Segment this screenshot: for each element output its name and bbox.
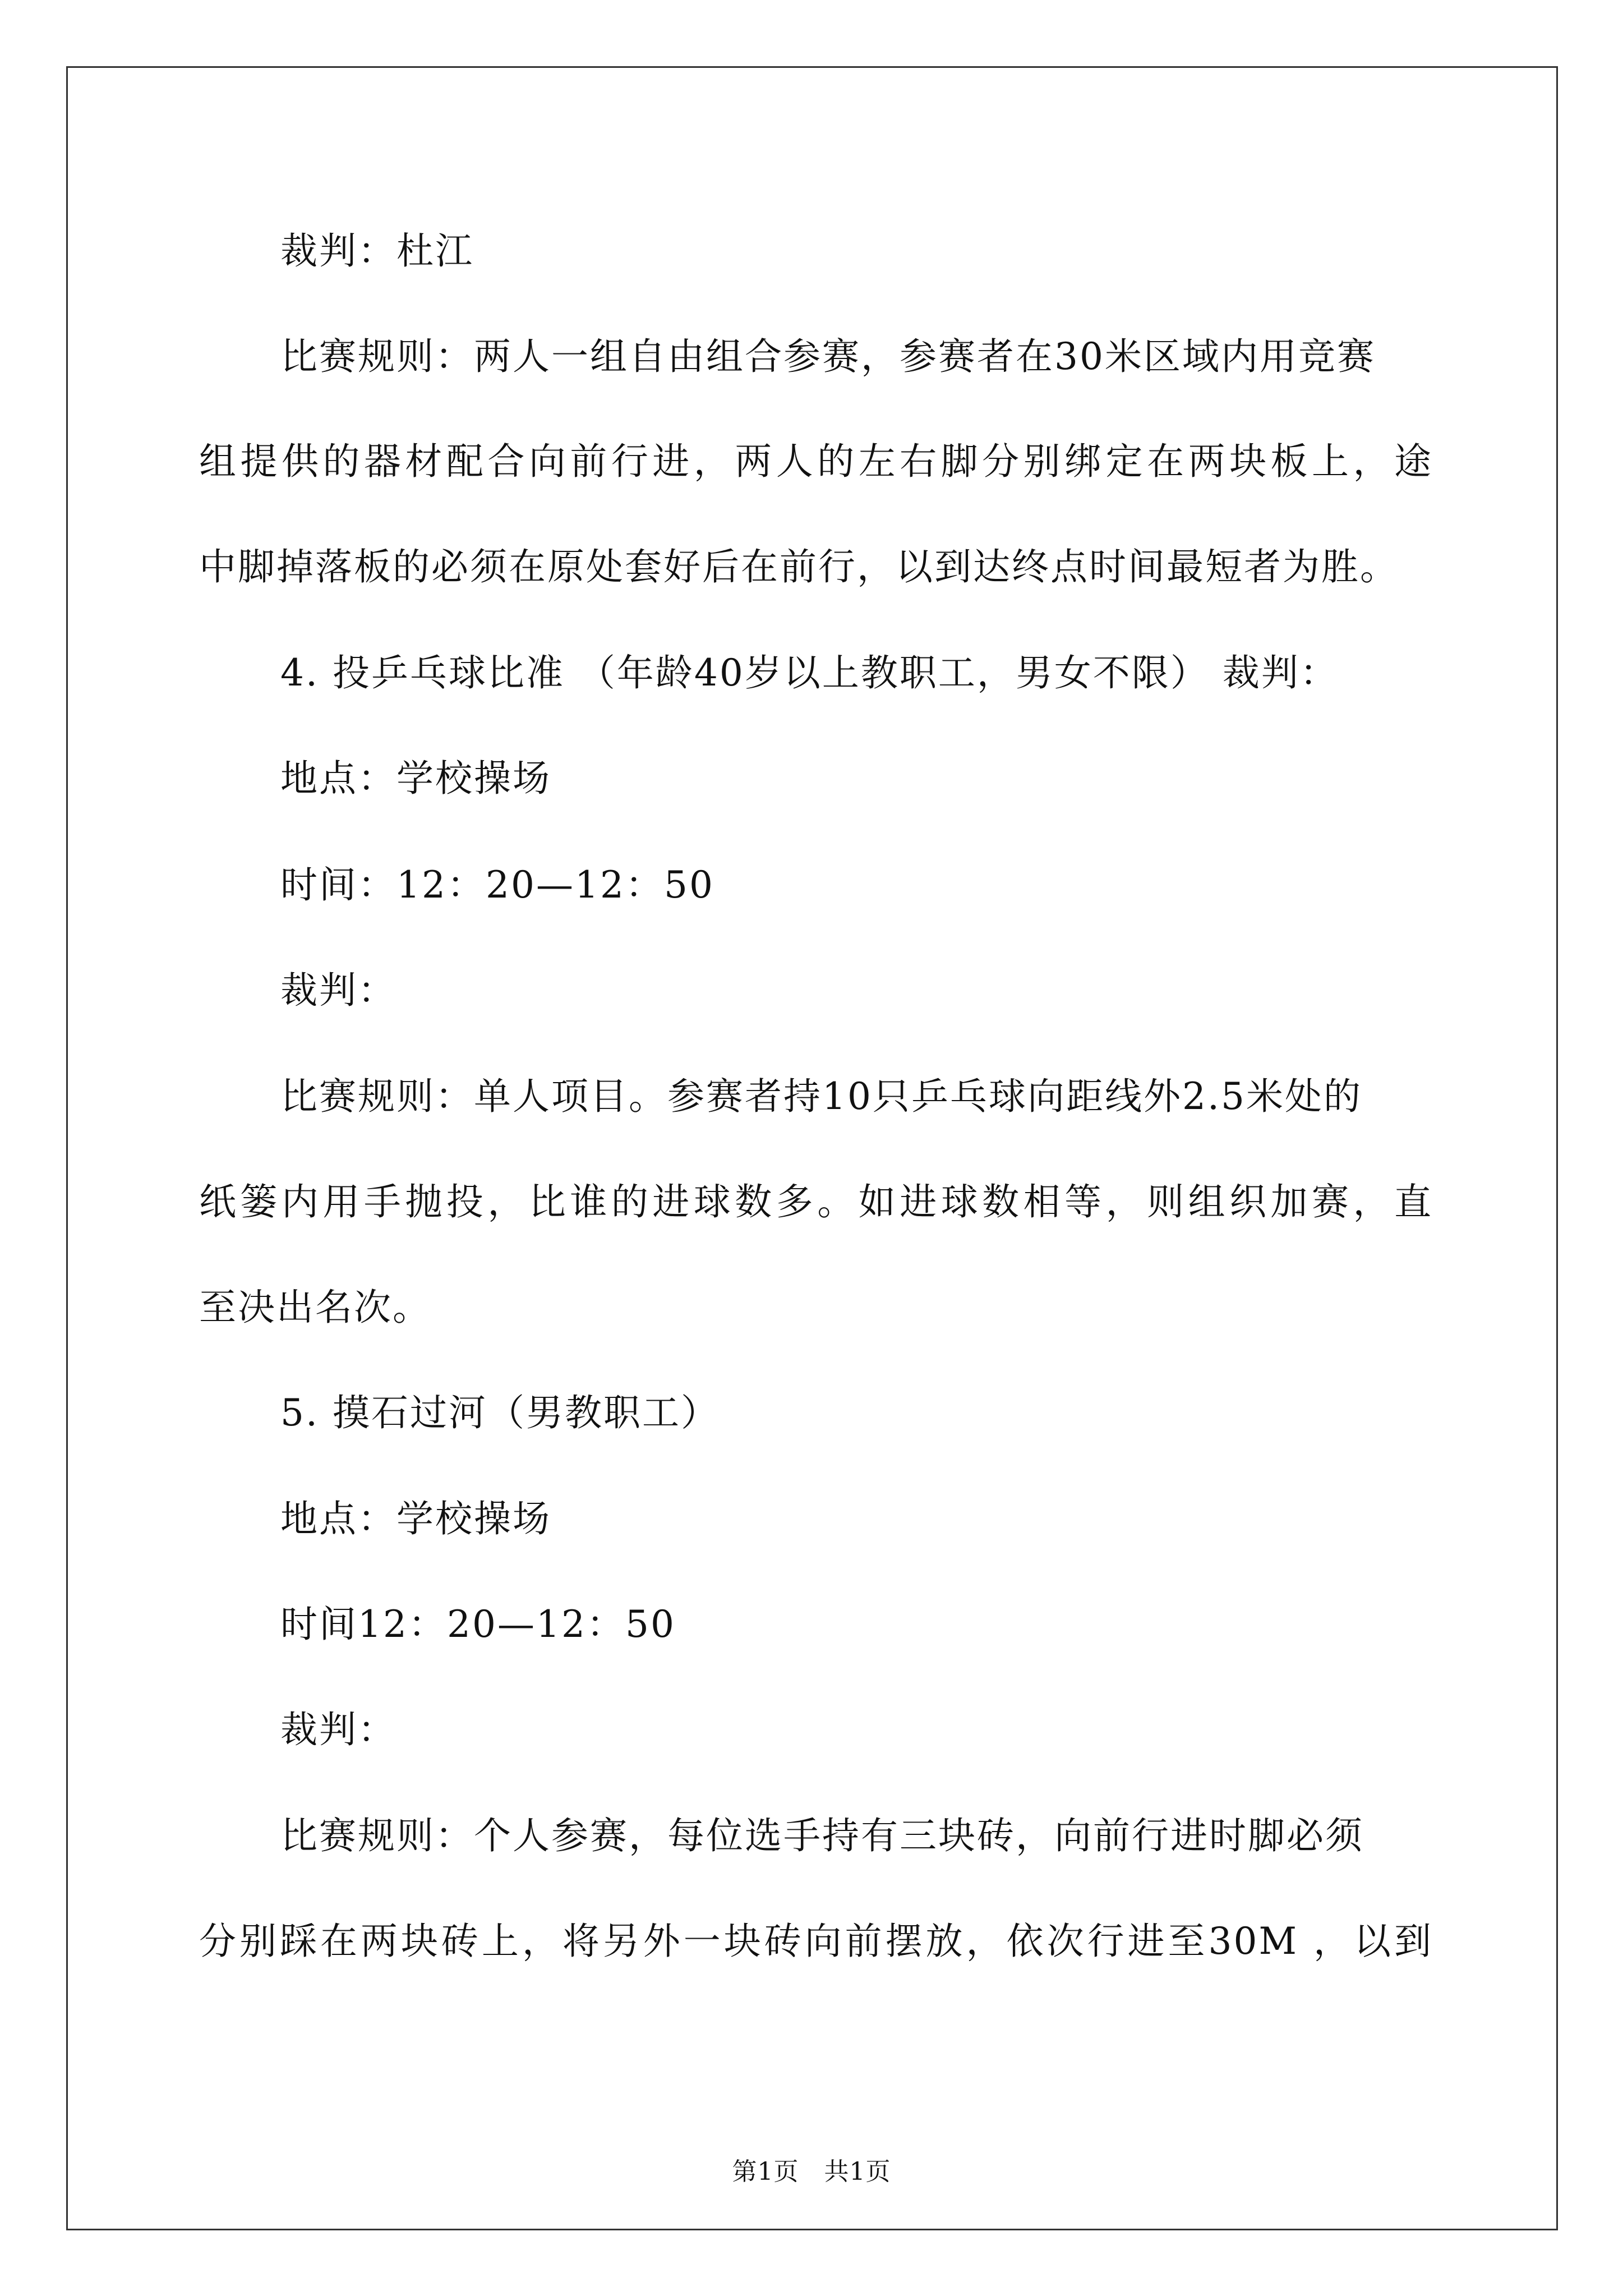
paragraph-line: 时间：12：20—12：50	[280, 863, 714, 907]
paragraph-line: 纸篓内用手抛投，比谁的进球数多。如进球数相等，则组织加赛，直	[199, 1180, 1433, 1223]
paragraph-line: 分别踩在两块砖上，将另外一块砖向前摆放，依次行进至30M ，以到	[199, 1920, 1433, 1963]
paragraph-line: 至决出名次。	[199, 1286, 431, 1329]
section-heading: 4. 投乒乓球比准 （年龄40岁以上教职工，男女不限） 裁判：	[280, 651, 1339, 694]
page-border	[66, 66, 1558, 2230]
paragraph-line: 组提供的器材配合向前行进，两人的左右脚分别绑定在两块板上，途	[199, 440, 1433, 483]
paragraph-line: 地点：学校操场	[280, 757, 551, 800]
section-heading: 5. 摸石过河（男教职工）	[280, 1391, 720, 1434]
paragraph-line: 比赛规则：单人项目。参赛者持10只乒乓球向距线外2.5米处的	[280, 1075, 1362, 1118]
paragraph-line: 裁判：	[280, 969, 396, 1012]
paragraph-line: 比赛规则：两人一组自由组合参赛，参赛者在30米区域内用竞赛	[280, 335, 1376, 378]
paragraph-line: 中脚掉落板的必须在原处套好后在前行，以到达终点时间最短者为胜。	[199, 545, 1399, 588]
page-footer: 第1页 共1页	[732, 2157, 891, 2186]
paragraph-line: 比赛规则：个人参赛，每位选手持有三块砖，向前行进时脚必须	[280, 1814, 1364, 1857]
paragraph-line: 时间12：20—12：50	[280, 1603, 676, 1646]
paragraph-line: 裁判：	[280, 1708, 396, 1751]
paragraph-line: 裁判：杜江	[280, 229, 474, 273]
paragraph-line: 地点：学校操场	[280, 1497, 551, 1540]
